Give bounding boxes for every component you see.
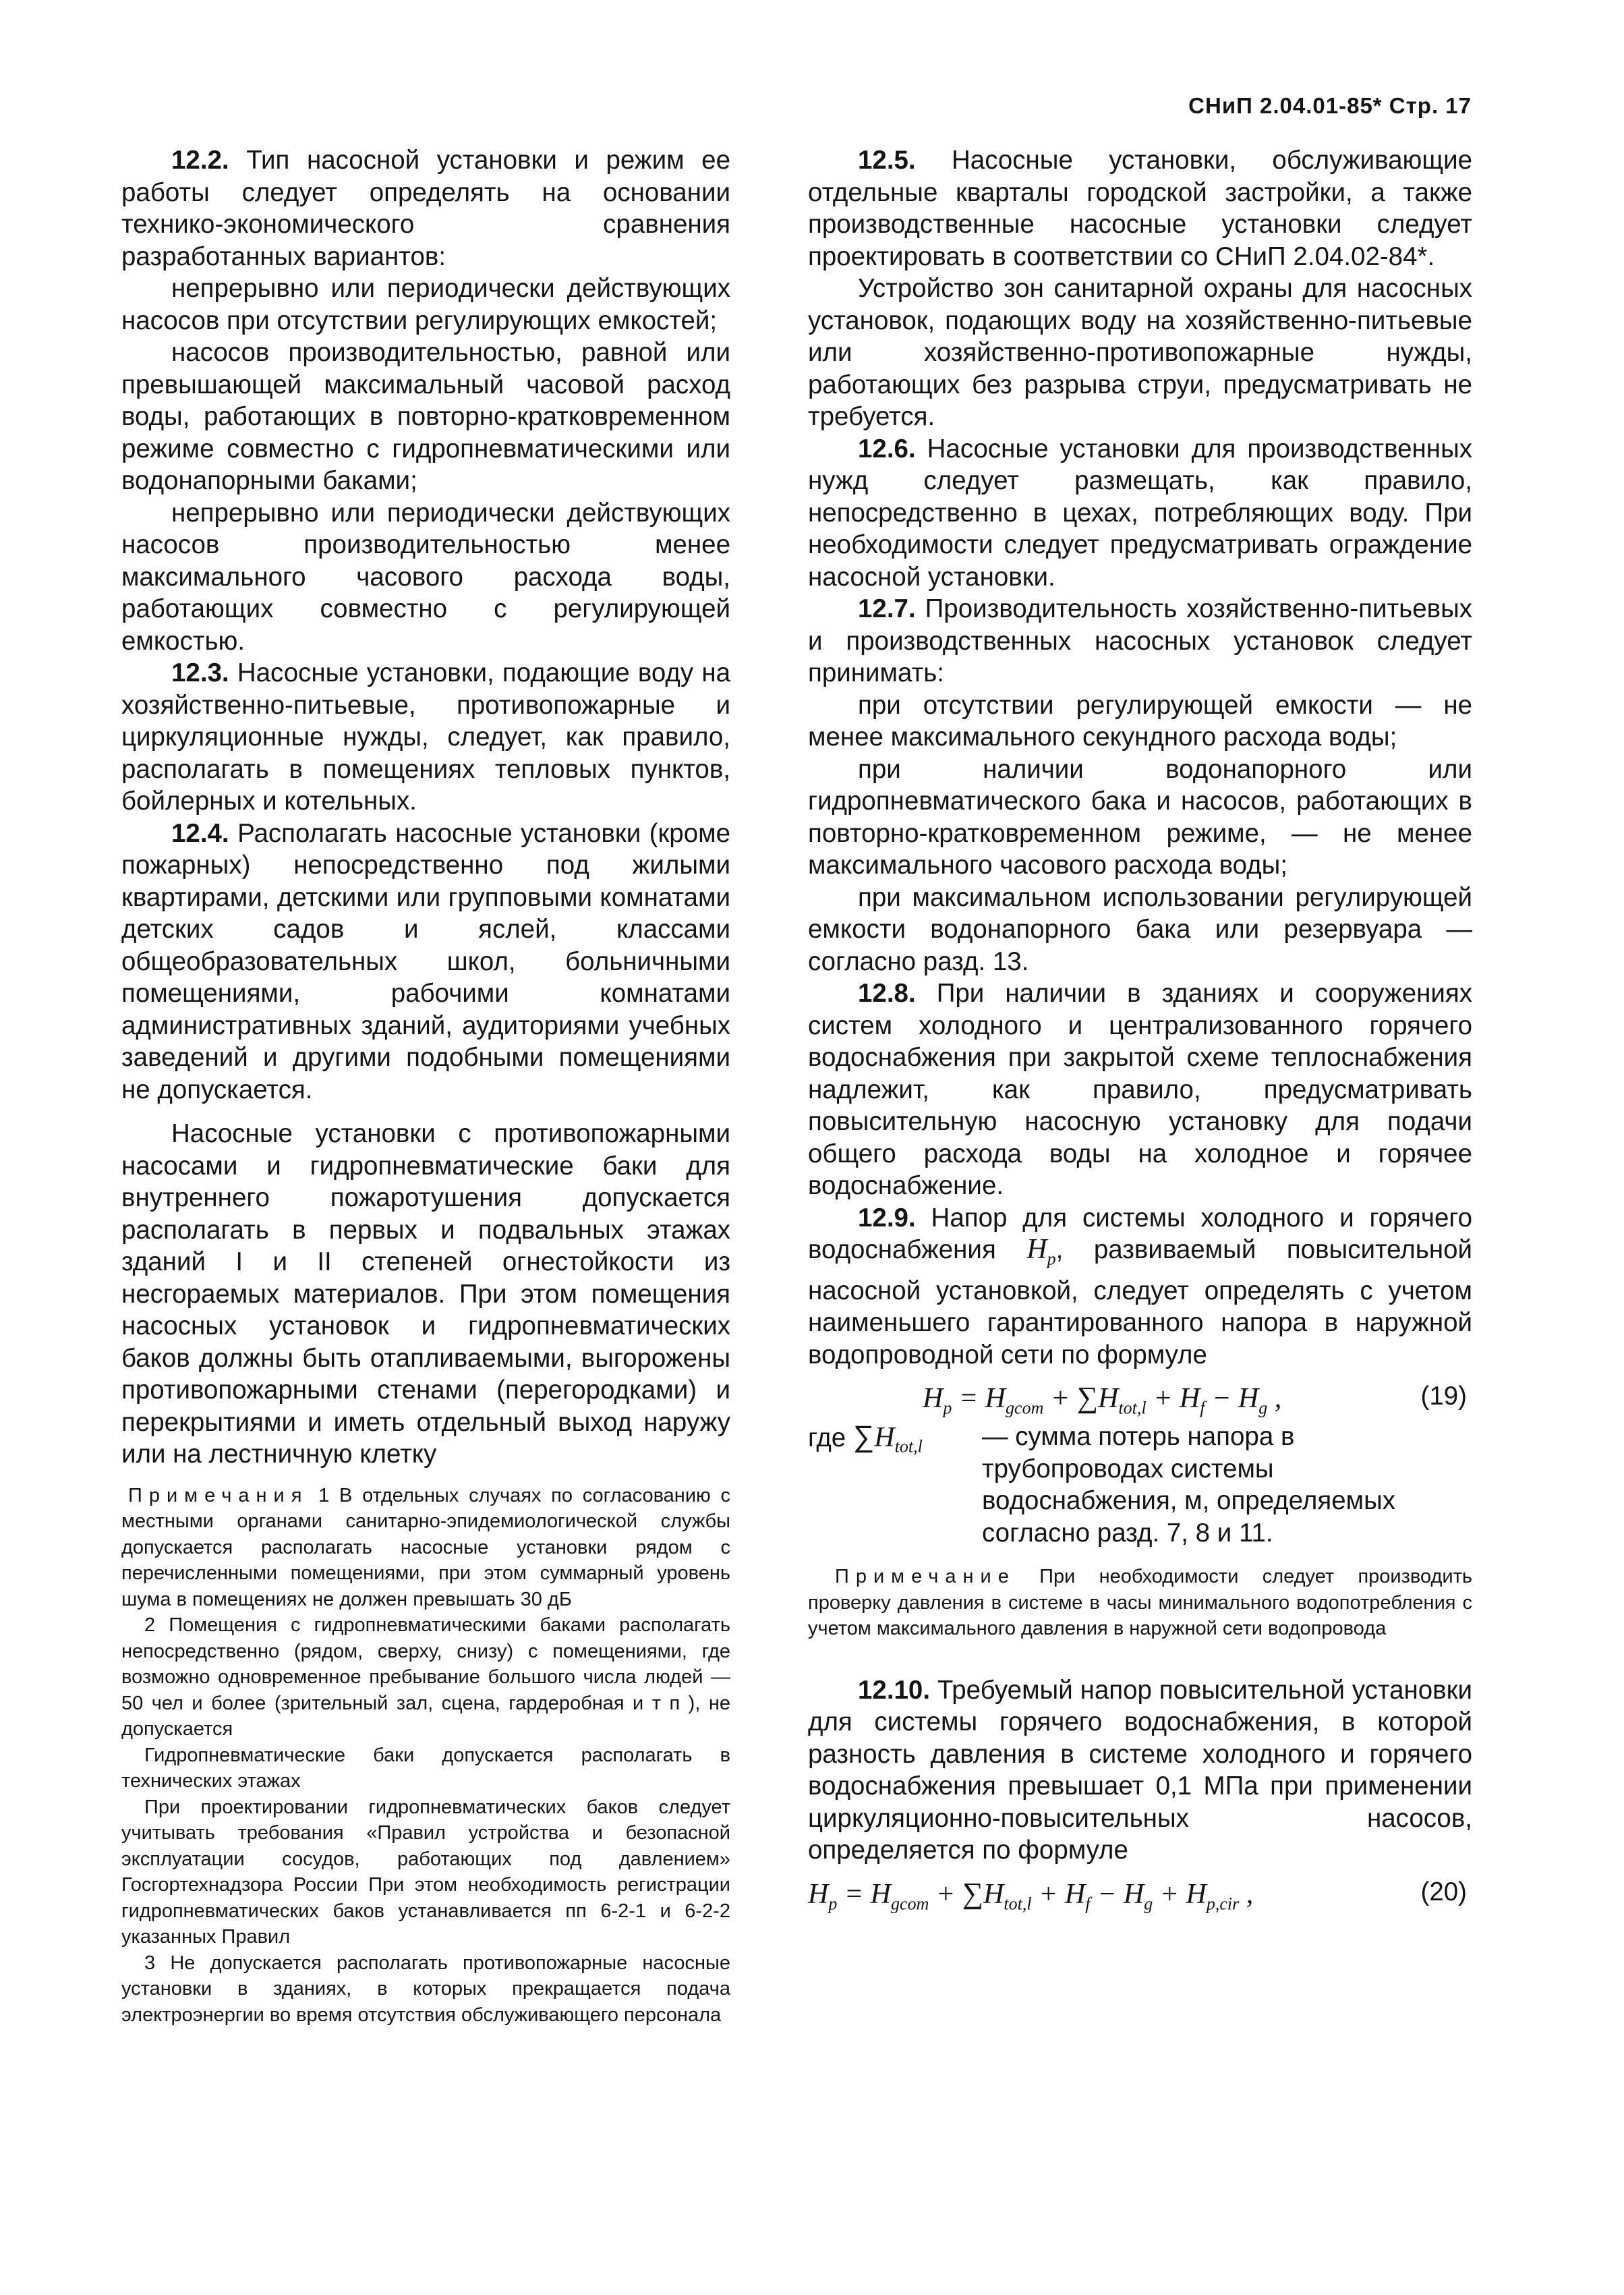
clause-12-3: [121, 657, 730, 818]
clause-12-4: [121, 818, 730, 1106]
clause-number: 12.6.: [858, 434, 916, 463]
list-item: при максимальном использовании регулирующей емкости водонапорного бака или резервуара — согласно разд. 13.: [808, 882, 1472, 976]
clause-number: 12.8.: [858, 979, 916, 1008]
list-item: при наличии водонапорного или гидропневматического бака и насосов, работающих в повторно-кратковременном режиме, — не менее максимального часового расхода воды;: [808, 754, 1472, 880]
note-label: Примечание: [835, 1566, 1016, 1588]
clause-text: Тип насосной установки и режим ее работы следует определять на основании технико-экономического сравнения разработанных вариантов:: [121, 146, 730, 271]
clause-number: 12.9.: [858, 1203, 916, 1232]
formula-expression: $H_p = H_{gcom} + \sum H_{tot,l} + H_f - H_g$ ,: [923, 1381, 1282, 1418]
clause-12-5: [808, 144, 1472, 273]
legend-description: — сумма потерь напора в трубопроводах системы водоснабжения, м, определяемых согласно разд. 7, 8 и 11.: [982, 1422, 1395, 1548]
clause-12-10: [808, 1674, 1472, 1867]
clause-number: 12.10.: [858, 1675, 931, 1705]
clause-12-8: [808, 978, 1472, 1202]
formula-expression: $H_p = H_{gcom} + \sum H_{tot,l} + H_f - H_g + H_{p,cir}$ ,: [808, 1876, 1254, 1914]
formula-legend: [808, 1421, 1472, 1549]
note-text: 1 В отдельных случаях по согласованию с местными органами санитарно-эпидемиологической службы допускается располагать насосные установки рядом с перечисленными помещениями, при этом суммарный уровень шума в помещениях не должен превышать 30 дБ: [121, 1484, 730, 1610]
left-column: [121, 144, 730, 2028]
list-item: непрерывно или периодически действующих насосов производительностью менее максимального часового расхода воды, работающих совместно с регулирующей емкостью.: [121, 498, 730, 656]
note: [808, 1564, 1472, 1642]
clause-text: , развиваемый повысительной насосной установкой, следует определять с учетом наименьшего гарантированного напора в наружной водопроводной сети по формуле: [808, 1235, 1472, 1369]
clause-text: Напор для системы холодного и горячего водоснабжения: [808, 1203, 1472, 1264]
note-2b: Гидропневматические баки допускается располагать в технических этажах: [121, 1744, 730, 1792]
equation-number: (20): [1420, 1877, 1467, 1906]
clause-12-2: [121, 144, 730, 273]
clause-text: Насосные установки, подающие воду на хозяйственно-питьевые, противопожарные и циркуляционные нужды, следует, как правило, располагать в помещениях тепловых пунктов, бойлерных и котельных.: [121, 658, 730, 816]
clause-number: 12.4.: [171, 818, 229, 848]
legend-symbol: где $\sum H_{tot,l}$: [808, 1420, 923, 1457]
right-column: [808, 144, 1472, 1917]
clause-12-7: [808, 593, 1472, 689]
clause-text: Насосные установки, обслуживающие отдельные кварталы городской застройки, а также производственные насосные установки следует проектировать в соответствии со СНиП 2.04.02-84*.: [808, 146, 1472, 271]
note-2c: При проектировании гидропневматических баков следует учитывать требования «Правил устройства и безопасной эксплуатации сосудов, работающих под давлением» Госгортехнадзора России При этом необходимость регистрации гидропневматических баков устанавливается пп 6-2-1 и 6-2-2 указанных Правил: [121, 1796, 730, 1948]
paragraph: Насосные установки с противопожарными насосами и гидропневматические баки для внутреннего пожаротушения допускается располагать в первых и подвальных этажах зданий I и II степеней огнестойкости из несгораемых материалов. При этом помещения насосных установок и гидропневматических баков должны быть отапливаемыми, выгорожены противопожарными стенами (перегородками) и перекрытиями и иметь отдельный выход наружу или на лестничную клетку: [121, 1119, 730, 1469]
clause-text: Располагать насосные установки (кроме пожарных) непосредственно под жилыми квартирами, детскими или групповыми комнатами детских садов и яслей, классами общеобразовательных школ, больничными помещениями, рабочими комнатами административных зданий, аудиториями учебных заведений и другими подобными помещениями не допускается.: [121, 818, 730, 1104]
clause-number: 12.5.: [858, 146, 916, 175]
list-item: при отсутствии регулирующей емкости — не менее максимального секундного расхода воды;: [808, 690, 1472, 752]
note-label: Примечания: [128, 1484, 309, 1506]
clause-text: Насосные установки для производственных нужд следует размещать, как правило, непосредственно в цехах, потребляющих воду. При необходимости следует предусматривать ограждение насосной установки.: [808, 434, 1472, 592]
clause-12-9: [808, 1202, 1472, 1371]
clause-number: 12.7.: [858, 594, 916, 623]
clause-text: Требуемый напор повысительной установки для системы горячего водоснабжения, в которой разность давления в системе холодного и горячего водоснабжения превышает 0,1 МПа при применении циркуляционно-повысительных насосов, определяется по формуле: [808, 1675, 1472, 1865]
paragraph: Устройство зон санитарной охраны для насосных установок, подающих воду на хозяйственно-питьевые или хозяйственно-противопожарные нужды, работающих без разрыва струи, предусматривать не требуется.: [808, 274, 1472, 431]
note-1: [121, 1483, 730, 1613]
page-header: СНиП 2.04.01-85* Стр. 17: [1188, 93, 1472, 118]
list-item: насосов производительностью, равной или превышающей максимальный часовой расход воды, работающих в повторно-кратковременном режиме совместно с гидропневматическими или водонапорными баками;: [121, 338, 730, 495]
clause-12-6: [808, 433, 1472, 594]
formula-19: [808, 1375, 1472, 1418]
clause-number: 12.3.: [171, 658, 229, 687]
equation-number: (19): [1420, 1382, 1467, 1411]
clause-number: 12.2.: [171, 146, 229, 175]
note-3: 3 Не допускается располагать противопожарные насосные установки в зданиях, в которых прекращается подача электроэнергии во время отсутствия обслуживающего персонала: [121, 1952, 730, 2026]
note-2: 2 Помещения с гидропневматическими баками располагать непосредственно (рядом, сверху, снизу) с помещениями, где возможно одновременное пребывание большого числа людей — 50 чел и более (зрительный зал, сцена, гардеробная и т п ), не допускается: [121, 1614, 730, 1740]
list-item: непрерывно или периодически действующих насосов при отсутствии регулирующих емкостей;: [121, 274, 730, 335]
clause-text: При наличии в зданиях и сооружениях систем холодного и централизованного горячего водоснабжения при закрытой схеме теплоснабжения надлежит, как правило, предусматривать повысительную насосную установку для подачи общего расхода воды на холодное и горячее водоснабжение.: [808, 979, 1472, 1200]
note-text: При необходимости следует производить проверку давления в системе в часы минимального водопотребления с учетом максимального давления в наружной сети водопровода: [808, 1566, 1473, 1640]
clause-text: Производительность хозяйственно-питьевых и производственных насосных установок следует принимать:: [808, 594, 1472, 687]
symbol-hp: $H_p$: [1026, 1234, 1056, 1269]
formula-20: [808, 1871, 1472, 1914]
